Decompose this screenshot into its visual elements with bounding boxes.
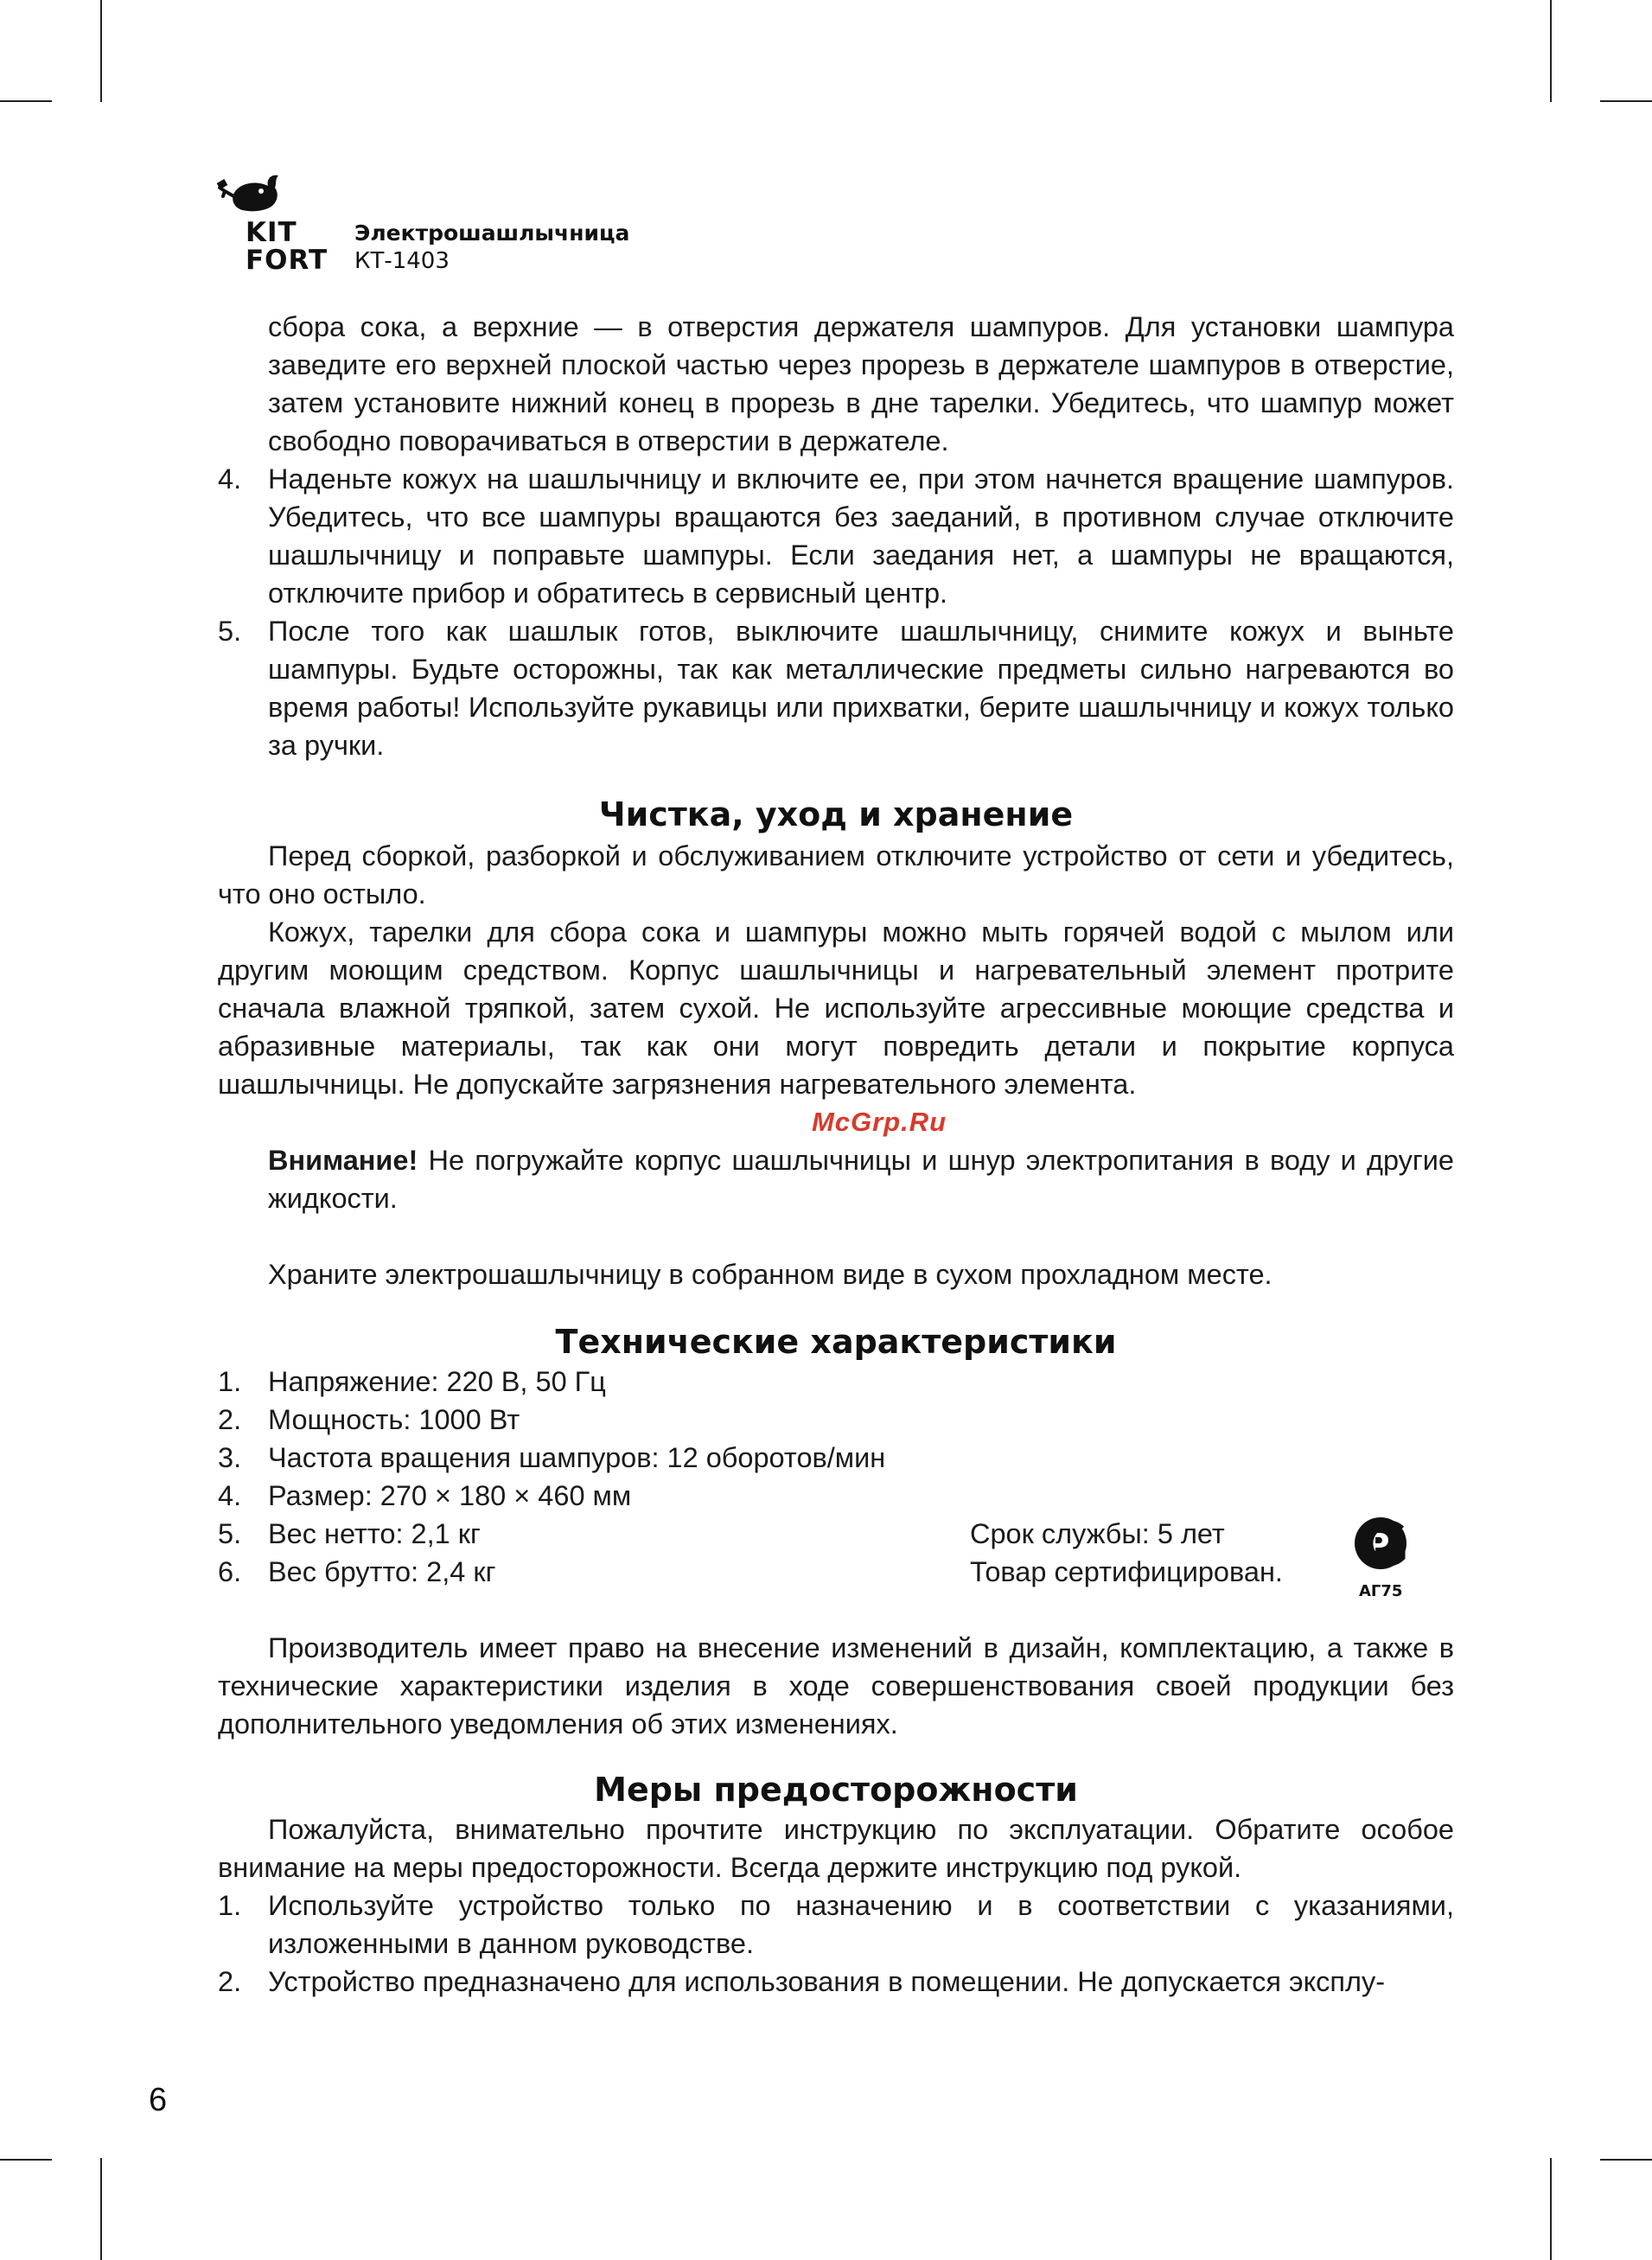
service-info: [970, 1515, 1316, 1591]
list-text: Наденьте кожух на шашлычницу и включите ее, при этом начнется вращение шампуров. Убедитесь, что все шампуры вращаются без заеданий, в противном случае отключите шашлычницу и поправьте шампуры. Если заедания нет, а шампуры не вращаются, отключите прибор и обратитесь в сервисный центр.: [268, 463, 1454, 609]
list-item: [218, 1963, 1454, 2001]
service-life: Срок службы: 5 лет: [970, 1518, 1225, 1549]
cat-plug-icon: [216, 169, 285, 220]
list-number: 3.: [218, 1442, 242, 1473]
list-number: 5.: [218, 1518, 242, 1549]
crop-mark: [1550, 0, 1552, 102]
spec-item: [218, 1401, 909, 1439]
section-heading-precautions: Меры предосторожности: [594, 1771, 1078, 1809]
list-item: [218, 1887, 1454, 1963]
warning-paragraph: [218, 1141, 1454, 1217]
specs-block: [218, 1363, 1454, 1600]
crop-mark: [1600, 100, 1652, 102]
spec-item: [218, 1477, 909, 1515]
cleaning-paragraph-2: Кожух, тарелки для сбора сока и шампуры можно мыть горячей водой с мылом или другим моющим средством. Корпус шашлычницы и нагревательный элемент протрите сначала влажной тряпкой, затем сухой. Не используйте агрессивные моющие средства и абразивные материалы, так как они могут повредить детали и покрытие корпуса шашлычницы. Не допускайте загрязнения нагревательного элемента.: [218, 916, 1454, 1100]
spec-text: Частота вращения шампуров: 12 оборотов/мин: [268, 1442, 886, 1473]
cleaning-paragraph-1: Перед сборкой, разборкой и обслуживанием отключите устройство от сети и убедитесь, что оно остыло.: [218, 840, 1454, 910]
kitfort-logo: [216, 169, 328, 281]
page-content: [218, 308, 1454, 2001]
list-item: [218, 460, 1454, 612]
spec-item: [218, 1363, 909, 1401]
continuation-paragraph: сбора сока, а верхние — в отверстия держателя шампуров. Для установки шампура заведите его верхней плоской частью через прорезь в держателе шампуров в отверстие, затем установите нижний конец в прорезь в дне тарелки. Убедитесь, что шампур может свободно поворачиваться в отверстии в держателе.: [268, 311, 1454, 456]
list-number: 2.: [218, 1966, 242, 1997]
crop-mark: [100, 2158, 102, 2260]
disclaimer-paragraph: Производитель имеет право на внесение изменений в дизайн, комплектацию, а также в технические характеристики изделия в ходе совершенствования своей продукции без дополнительного уведомления об этих изменениях.: [218, 1632, 1454, 1740]
spec-text: Вес нетто: 2,1 кг: [268, 1518, 481, 1549]
section-heading-cleaning: Чистка, уход и хранение: [598, 795, 1074, 833]
list-number: 2.: [218, 1404, 242, 1435]
list-number: 4.: [218, 463, 242, 495]
crop-mark: [0, 100, 52, 102]
list-number: 4.: [218, 1480, 242, 1511]
svg-text:P: P: [1367, 1528, 1390, 1563]
precautions-intro: Пожалуйста, внимательно прочтите инструкцию по эксплуатации. Обратите особое внимание на меры предосторожности. Всегда держите инструкцию под рукой.: [218, 1814, 1454, 1883]
list-number: 1.: [218, 1890, 242, 1921]
brand-line-1: KIT: [246, 217, 297, 248]
page-header: [216, 169, 821, 281]
spec-item: [218, 1515, 909, 1553]
spec-item: [218, 1553, 909, 1591]
warning-label: Внимание!: [268, 1145, 418, 1176]
spec-list: [218, 1363, 909, 1591]
list-number: 1.: [218, 1366, 242, 1397]
spec-text: Размер: 270 × 180 × 460 мм: [268, 1480, 632, 1511]
list-text: Устройство предназначено для использования в помещении. Не допускается эксплу-: [268, 1966, 1386, 1997]
product-model: КТ-1403: [354, 248, 450, 274]
storage-paragraph: Храните электрошашлычницу в собранном виде в сухом прохладном месте.: [268, 1259, 1272, 1290]
spec-text: Вес брутто: 2,4 кг: [268, 1556, 496, 1587]
certification-mark: [1346, 1514, 1432, 1600]
spec-text: Мощность: 1000 Вт: [268, 1404, 520, 1435]
crop-mark: [1600, 2159, 1652, 2161]
list-number: 5.: [218, 616, 242, 647]
spec-item: [218, 1439, 909, 1477]
warning-text: Не погружайте корпус шашлычницы и шнур электропитания в воду и другие жидкости.: [268, 1145, 1454, 1214]
section-heading-specs: Технические характеристики: [555, 1323, 1117, 1361]
crop-mark: [0, 2159, 52, 2161]
watermark: McGrp.Ru: [811, 1107, 947, 1137]
page-number: 6: [149, 2082, 168, 2118]
spec-text: Напряжение: 220 В, 50 Гц: [268, 1366, 606, 1397]
rst-cert-icon: [1346, 1514, 1432, 1574]
crop-mark: [1550, 2158, 1552, 2260]
list-number: 6.: [218, 1556, 242, 1587]
crop-mark: [100, 0, 102, 102]
brand-line-2: FORT: [246, 245, 328, 276]
certified-note: Товар сертифицирован.: [970, 1556, 1283, 1587]
cert-code: АГ75: [1359, 1582, 1403, 1600]
list-text: После того как шашлык готов, выключите шашлычницу, снимите кожух и выньте шампуры. Будьте осторожны, так как металлические предметы сильно нагреваются во время работы! Используйте рукавицы или прихватки, берите шашлычницу и кожух только за ручки.: [268, 616, 1454, 761]
list-item: [218, 612, 1454, 764]
product-title: Электрошашлычница: [354, 220, 630, 246]
list-text: Используйте устройство только по назначению и в соответствии с указаниями, изложенными в данном руководстве.: [268, 1890, 1454, 1959]
